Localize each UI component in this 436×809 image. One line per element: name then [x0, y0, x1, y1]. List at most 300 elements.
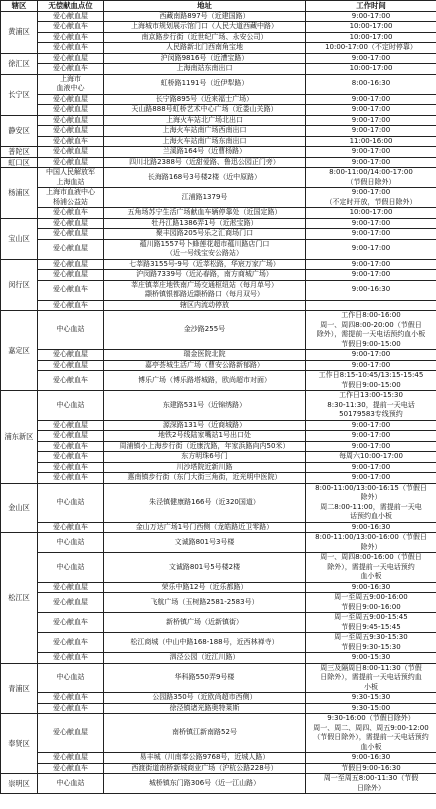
address-line: 沪闵路7339号（近沁春路，南方商城广场） [136, 270, 273, 278]
site-cell [38, 753, 104, 764]
table-row [1, 115, 436, 126]
hours-line: 10:00-17:00 [349, 32, 393, 41]
address-line: 新桥镇广场（近新镇街） [166, 617, 243, 626]
address-line: 虹桥路1191号（近伊犁路） [160, 79, 249, 88]
hours-line: 9:00-17:00 [351, 53, 391, 62]
address-cell [104, 593, 306, 613]
address-line: 上海火车站北广场北出口 [166, 115, 243, 124]
site-cell [38, 553, 104, 583]
address-cell [104, 431, 306, 442]
hours-cell [306, 43, 436, 54]
table-row [1, 168, 436, 188]
address-line: 文诚路801号3号楼 [174, 537, 235, 546]
site-line: 中心血站 [56, 778, 85, 787]
hours-line: （不定时开放，节假日除外） [325, 197, 417, 206]
site-line: 爱心献血屋 [53, 597, 88, 606]
table-row [1, 593, 436, 613]
site-cell [38, 300, 104, 311]
site-cell [38, 280, 104, 300]
site-cell [38, 371, 104, 391]
hours-line: 9:00-17:00 [351, 473, 391, 481]
site-line: 爱心献血车 [53, 693, 88, 701]
hours-line: 9:00-16:30 [351, 285, 391, 294]
address-cell [104, 391, 306, 421]
hours-line: 周一、周四8:00-20:00（节假日 [320, 320, 422, 329]
table-row [1, 270, 436, 281]
hours-cell [306, 239, 436, 259]
address-line: 蕴川路1557号卜蜂莲花超市蕴川路店门口 [139, 239, 270, 248]
site-line: 爱心献血屋 [53, 11, 88, 20]
address-line: 源深路131号（近商城路） [162, 420, 247, 429]
table-row [1, 126, 436, 137]
hours-line: 每周六10:00-17:00 [339, 452, 403, 460]
address-cell [104, 420, 306, 431]
address-cell [104, 462, 306, 473]
address-cell [104, 208, 306, 219]
site-cell [38, 763, 104, 774]
table-row [1, 188, 436, 208]
hours-line: 9:00-17:00 [351, 147, 391, 155]
address-cell [104, 533, 306, 553]
table-row [1, 714, 436, 753]
table-row [1, 462, 436, 473]
hours-line: 9:00-16:30 [351, 582, 391, 591]
site-line: 爱心献血车 [53, 300, 88, 309]
hours-cell [306, 11, 436, 22]
hours-cell [306, 105, 436, 116]
site-cell [38, 32, 104, 43]
address-cell [104, 774, 306, 794]
hours-cell [306, 483, 436, 522]
hours-cell [306, 633, 436, 653]
district-cell: 闵行区 [1, 259, 38, 311]
hours-line: 8:30-11:30，提前一天电话 [327, 400, 415, 409]
address-line: 城桥镇东门路306号（近一江山路） [148, 778, 261, 787]
hours-line: 9:00-17:00 [351, 218, 391, 227]
address-cell [104, 32, 306, 43]
table-row [1, 22, 436, 33]
hours-line: 8:00-11:00/13:00-16:15（节假日 [315, 483, 427, 492]
hours-cell [306, 714, 436, 753]
hours-line: 9:00-17:00 [351, 229, 391, 237]
hours-cell [306, 371, 436, 391]
address-cell [104, 360, 306, 371]
hours-line: 周一、周二、周四、周五9:00-12:00 [313, 723, 429, 732]
address-line: 天山路888号虹桥艺术中心广场（近娄山关路） [131, 105, 278, 113]
site-cell [38, 431, 104, 442]
site-cell [38, 663, 104, 693]
address-cell [104, 136, 306, 147]
hours-line: 9:00-17:00 [351, 360, 391, 369]
hours-cell [306, 188, 436, 208]
table-row [1, 208, 436, 219]
address-cell [104, 11, 306, 22]
site-cell [38, 633, 104, 653]
site-line: 爱心献血屋 [53, 244, 88, 253]
address-line: 长海路168号3号楼2楼（近中原路） [147, 172, 262, 181]
site-cell [38, 613, 104, 633]
site-line: 爱心献血屋 [53, 105, 88, 113]
address-line: 徐泾镇诸光路奥特莱斯 [169, 703, 240, 712]
hours-cell [306, 593, 436, 613]
hours-cell [306, 553, 436, 583]
address-cell [104, 371, 306, 391]
site-cell [38, 218, 104, 229]
table-row [1, 441, 436, 452]
site-cell [38, 157, 104, 168]
site-line: 爱心献血屋 [53, 218, 88, 227]
table-row [1, 483, 436, 522]
hours-cell [306, 703, 436, 714]
hours-cell [306, 431, 436, 442]
site-cell [38, 64, 104, 75]
hours-cell [306, 763, 436, 774]
site-cell [38, 239, 104, 259]
address-line: 易丰城（川南奉公路9768号，近城人路） [139, 753, 270, 761]
hours-cell [306, 420, 436, 431]
site-cell [38, 126, 104, 137]
site-cell [38, 188, 104, 208]
hours-line: 节假日9:30-15:30 [341, 642, 401, 651]
site-line: 中国人民解放军 [46, 168, 95, 176]
site-cell [38, 74, 104, 94]
table-row [1, 693, 436, 704]
address-cell [104, 74, 306, 94]
address-cell [104, 753, 306, 764]
address-cell [104, 350, 306, 361]
address-cell [104, 126, 306, 137]
table-row [1, 391, 436, 421]
site-cell [38, 94, 104, 105]
site-line: 血液中心 [56, 84, 85, 92]
site-line: 爱心献血车 [53, 617, 88, 626]
hours-cell [306, 311, 436, 350]
site-line: 爱心献血屋 [53, 582, 88, 591]
table-row [1, 653, 436, 664]
table-row [1, 533, 436, 553]
site-cell [38, 229, 104, 240]
address-cell [104, 229, 306, 240]
address-line: 聚丰园路205号乐之汇商场门口 [155, 229, 254, 237]
table-row [1, 452, 436, 463]
district-cell: 长宁区 [1, 74, 38, 115]
site-line: 爱心献血车 [53, 136, 88, 145]
address-cell [104, 239, 306, 259]
site-line: 中心血站 [56, 325, 85, 334]
hours-line: 日除外），需提前一天电话预约血 [320, 673, 422, 681]
address-line: 颛桥镇银都路近颛桥路口（每月双号） [145, 290, 264, 298]
address-cell [104, 553, 306, 583]
hours-cell [306, 259, 436, 270]
table-row [1, 229, 436, 240]
hours-cell [306, 663, 436, 693]
hours-line: 10:00-17:00 [349, 22, 393, 30]
site-cell [38, 462, 104, 473]
site-cell [38, 259, 104, 270]
hours-line: 8:00-16:30 [351, 79, 391, 88]
hours-line: 节假日9:45-15:45 [341, 622, 401, 631]
site-line: 爱心献血屋 [53, 259, 88, 268]
table-row [1, 64, 436, 75]
site-line: 爱心献血车 [53, 64, 88, 72]
address-line: 人民路新北门西南角宝地 [166, 43, 243, 51]
hours-cell [306, 473, 436, 484]
site-line: 爱心献血车 [53, 32, 88, 41]
table-header [1, 1, 436, 12]
hours-line: 10:00-17:00 [349, 64, 393, 72]
hours-cell [306, 74, 436, 94]
site-cell [38, 774, 104, 794]
hours-line: 9:00-17:00 [351, 270, 391, 278]
hours-line: 9:00-15:30 [351, 653, 391, 661]
address-cell [104, 157, 306, 168]
site-cell [38, 593, 104, 613]
hours-line: 9:00-17:00 [351, 105, 391, 113]
hours-line: 9:30-15:00 [351, 703, 391, 712]
table-row [1, 94, 436, 105]
table-row [1, 553, 436, 583]
hours-line: 9:00-17:00 [351, 420, 391, 429]
site-line: 爱心献血车 [53, 452, 88, 460]
hours-line: 除外），需提前一天电话预约 [327, 562, 415, 571]
address-cell [104, 483, 306, 522]
site-line: 爱心献血屋 [53, 420, 88, 429]
address-line: 川沙塔院近新川路 [176, 462, 233, 471]
hours-line: 9:00-17:00 [351, 431, 391, 439]
table-row [1, 774, 436, 794]
address-line: 金沙路255号 [183, 325, 226, 334]
site-line: 爱心献血车 [53, 637, 88, 646]
site-cell [38, 147, 104, 158]
site-line: 爱心献血屋 [53, 431, 88, 439]
address-cell [104, 43, 306, 54]
hours-cell [306, 147, 436, 158]
hours-cell [306, 64, 436, 75]
address-line: 金山万达广场1号门西侧（龙皓路近卫零路） [135, 522, 274, 531]
address-line: 辖区内流动停放 [180, 300, 229, 309]
hours-line: 8:00-11:00/14:00-17:00 [329, 168, 413, 176]
site-cell [38, 452, 104, 463]
site-line: 爱心献血车 [53, 763, 88, 772]
address-cell [104, 613, 306, 633]
address-cell [104, 300, 306, 311]
hours-line: 周二8:00-11:00，需提前一天电 [320, 502, 422, 511]
hours-cell [306, 774, 436, 794]
site-line: 中心血站 [56, 673, 85, 681]
hours-line: 9:00-17:00 [351, 259, 391, 268]
hours-cell [306, 94, 436, 105]
hours-cell [306, 391, 436, 421]
table-row [1, 300, 436, 311]
hours-line: 9:00-17:00 [351, 126, 391, 134]
hours-line: （节假日除外），需提前一天电话预约 [313, 733, 429, 741]
district-cell: 静安区 [1, 115, 38, 147]
site-cell [38, 350, 104, 361]
site-line: 中心血站 [56, 562, 85, 571]
address-line: 牡丹江路1386弄1号（近淞宝路） [151, 218, 258, 227]
site-cell [38, 693, 104, 704]
table-row [1, 239, 436, 259]
district-cell: 虹口区 [1, 157, 38, 168]
site-line: 爱心献血屋 [53, 147, 88, 155]
table-row [1, 218, 436, 229]
site-line: 上海市 [60, 74, 81, 83]
address-cell [104, 147, 306, 158]
hours-line: 周一至周五9:00-16:00 [334, 593, 408, 601]
hours-cell [306, 270, 436, 281]
address-cell [104, 663, 306, 693]
address-line: 西藏南路897号（近建国路） [159, 11, 250, 20]
hours-cell [306, 168, 436, 188]
address-cell [104, 473, 306, 484]
address-cell [104, 94, 306, 105]
site-cell [38, 311, 104, 350]
hours-line: 9:00-17:00 [351, 188, 391, 196]
address-line: 莘庄镇莘庄地铁南广场交通枢纽站（每月单号） [131, 280, 278, 289]
header-site: 无偿献血点位 [38, 1, 104, 12]
table-row [1, 350, 436, 361]
hours-line: 工作日8:15-10:45/13:15-15:45 [318, 371, 424, 379]
table-row [1, 259, 436, 270]
table-row [1, 763, 436, 774]
address-cell [104, 703, 306, 714]
table-row [1, 147, 436, 158]
district-cell: 宝山区 [1, 218, 38, 259]
hours-cell [306, 136, 436, 147]
address-cell [104, 22, 306, 33]
site-line: 爱心献血车 [53, 653, 88, 661]
hours-cell [306, 452, 436, 463]
address-cell [104, 270, 306, 281]
address-line: 朱泾镇健康路166号（近320国道） [149, 497, 260, 506]
site-cell [38, 473, 104, 484]
district-cell: 浦东新区 [1, 391, 38, 484]
address-cell [104, 105, 306, 116]
site-line: 爱心献血屋 [53, 157, 88, 166]
hours-line: 10:00-17:00（不定时停靠） [325, 43, 417, 51]
address-line: 飞航广场（玉树路2581-2583号） [150, 597, 259, 606]
table-body [1, 11, 436, 794]
hours-line: 8:00-11:00/13:00-16:00（节假日 [315, 533, 427, 541]
hours-cell [306, 157, 436, 168]
address-cell [104, 763, 306, 774]
hours-line: 除外），需提前一天电话预约血小板 [316, 330, 426, 338]
district-cell: 杨浦区 [1, 168, 38, 219]
table-row [1, 360, 436, 371]
address-cell [104, 218, 306, 229]
table-row [1, 420, 436, 431]
address-line: 上海城市规划展示馆门口（人民大道西藏中路） [131, 22, 278, 30]
table-row [1, 663, 436, 693]
address-line: 沪闵路9816号（近漕宝路） [160, 53, 249, 62]
table-row [1, 105, 436, 116]
hours-cell [306, 533, 436, 553]
site-line: 爱心献血车 [53, 208, 88, 216]
site-line: 杨浦公益站 [53, 197, 88, 206]
district-cell: 松江区 [1, 533, 38, 664]
hours-cell [306, 280, 436, 300]
site-line: 爱心献血屋 [53, 229, 88, 237]
hours-line: 9:00-17:00 [351, 157, 391, 166]
hours-cell [306, 441, 436, 452]
hours-line: 话预约血小板 [350, 512, 392, 520]
hours-line: 50179583专线预约 [339, 410, 403, 418]
address-line: 华科路550弄9号楼 [174, 673, 235, 681]
site-cell [38, 270, 104, 281]
table-row [1, 53, 436, 64]
hours-line: 血小板 [360, 742, 382, 751]
site-cell [38, 43, 104, 54]
site-line: 中心血站 [56, 537, 85, 546]
address-cell [104, 53, 306, 64]
site-line: 爱心献血屋 [53, 728, 88, 737]
hours-cell [306, 653, 436, 664]
site-line: 爱心献血屋 [53, 360, 88, 369]
address-cell [104, 452, 306, 463]
header-row [1, 1, 436, 12]
address-line: 南桥镇江新南路52号 [172, 728, 237, 737]
site-line: 爱心献血车 [53, 441, 88, 450]
hours-line: 9:30-16:00（节假日除外） [327, 714, 415, 722]
table-row [1, 280, 436, 300]
address-line: 东建路531号（近锦绣路） [162, 400, 247, 409]
site-line: 爱心献血屋 [53, 94, 88, 103]
address-cell [104, 582, 306, 593]
hours-line: 节假日9:00-15:00 [341, 380, 401, 389]
address-line: 上海火车站南广场东南出口 [162, 136, 247, 145]
hours-cell [306, 208, 436, 219]
address-line: 周浦镇小上海步行街（近康沈路，年家浜路向内50米） [119, 441, 290, 450]
site-line: 爱心献血车 [53, 473, 88, 481]
hours-line: 9:00-17:00 [351, 115, 391, 124]
site-cell [38, 168, 104, 188]
address-line: 地铁2号线陆家嘴站1号出口处 [158, 431, 251, 439]
site-cell [38, 703, 104, 714]
district-cell: 金山区 [1, 483, 38, 533]
table-row [1, 11, 436, 22]
address-cell [104, 441, 306, 452]
hours-cell [306, 229, 436, 240]
hours-cell [306, 693, 436, 704]
hours-cell [306, 53, 436, 64]
district-cell: 黄浦区 [1, 11, 38, 53]
hours-line: 除外） [360, 493, 382, 501]
site-cell [38, 105, 104, 116]
address-line: 泗泾公园（近江川路） [169, 653, 240, 661]
site-cell [38, 11, 104, 22]
site-cell [38, 22, 104, 33]
address-line: 兰溪路164号（近曹杨路） [162, 147, 247, 155]
address-cell [104, 653, 306, 664]
address-line: 四川北路2388号（近甜爱路、鲁迅公园正门旁） [129, 157, 280, 166]
hours-line: （节假日除外） [346, 177, 396, 186]
site-line: 上海血站 [56, 177, 85, 186]
hours-line: 周三及隔周日8:00-11:30（节假 [320, 663, 422, 672]
site-line: 爱心献血车 [53, 703, 88, 712]
address-cell [104, 693, 306, 704]
site-cell [38, 653, 104, 664]
table-row [1, 157, 436, 168]
site-cell [38, 208, 104, 219]
site-line: 爱心献血车 [53, 462, 88, 471]
address-cell [104, 115, 306, 126]
address-line: 博乐广场（博乐路塔城路，欧尚超市对面） [138, 375, 271, 384]
hours-cell [306, 613, 436, 633]
site-cell [38, 483, 104, 522]
district-cell: 崇明区 [1, 774, 38, 794]
hours-line: 周一至周五9:30-15:30 [334, 633, 408, 641]
hours-cell [306, 350, 436, 361]
